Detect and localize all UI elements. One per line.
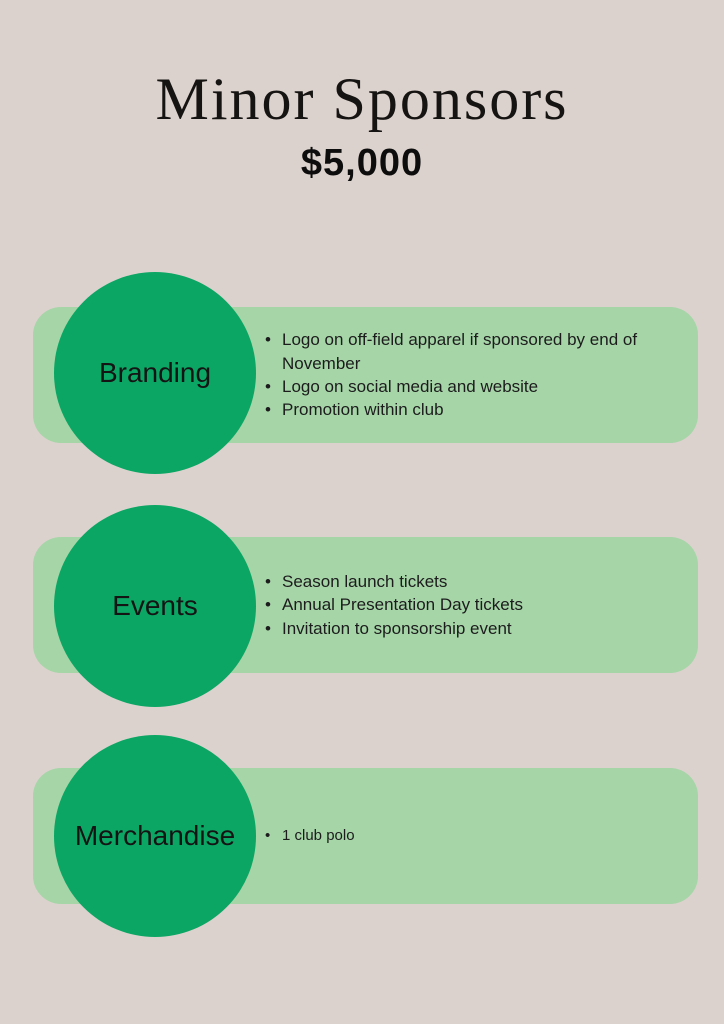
bullet-list-events	[263, 570, 523, 640]
bullet-list-merchandise	[263, 826, 355, 847]
page-subtitle: $5,000	[300, 142, 424, 184]
bullet-item: • Invitation to sponsorship event	[263, 617, 523, 640]
bullet-item: • 1 club polo	[263, 826, 355, 847]
bullet-item: • Annual Presentation Day tickets	[263, 593, 523, 616]
section-circle-merchandise	[54, 735, 256, 937]
section-circle-branding	[54, 272, 256, 474]
bullet-item: • Season launch tickets	[263, 570, 523, 593]
section-label-events: Events	[112, 590, 198, 621]
bullet-item: • Logo on off-field apparel if sponsored by end of November	[263, 328, 675, 375]
bullet-item: • Logo on social media and website	[263, 375, 675, 398]
section-label-merchandise: Merchandise	[74, 820, 236, 851]
section-label-branding: Branding	[98, 357, 212, 388]
bullet-item: • Promotion within club	[263, 398, 675, 421]
page-title: Minor Sponsors	[155, 66, 569, 132]
section-circle-events	[54, 505, 256, 707]
bullet-list-branding	[263, 328, 675, 422]
